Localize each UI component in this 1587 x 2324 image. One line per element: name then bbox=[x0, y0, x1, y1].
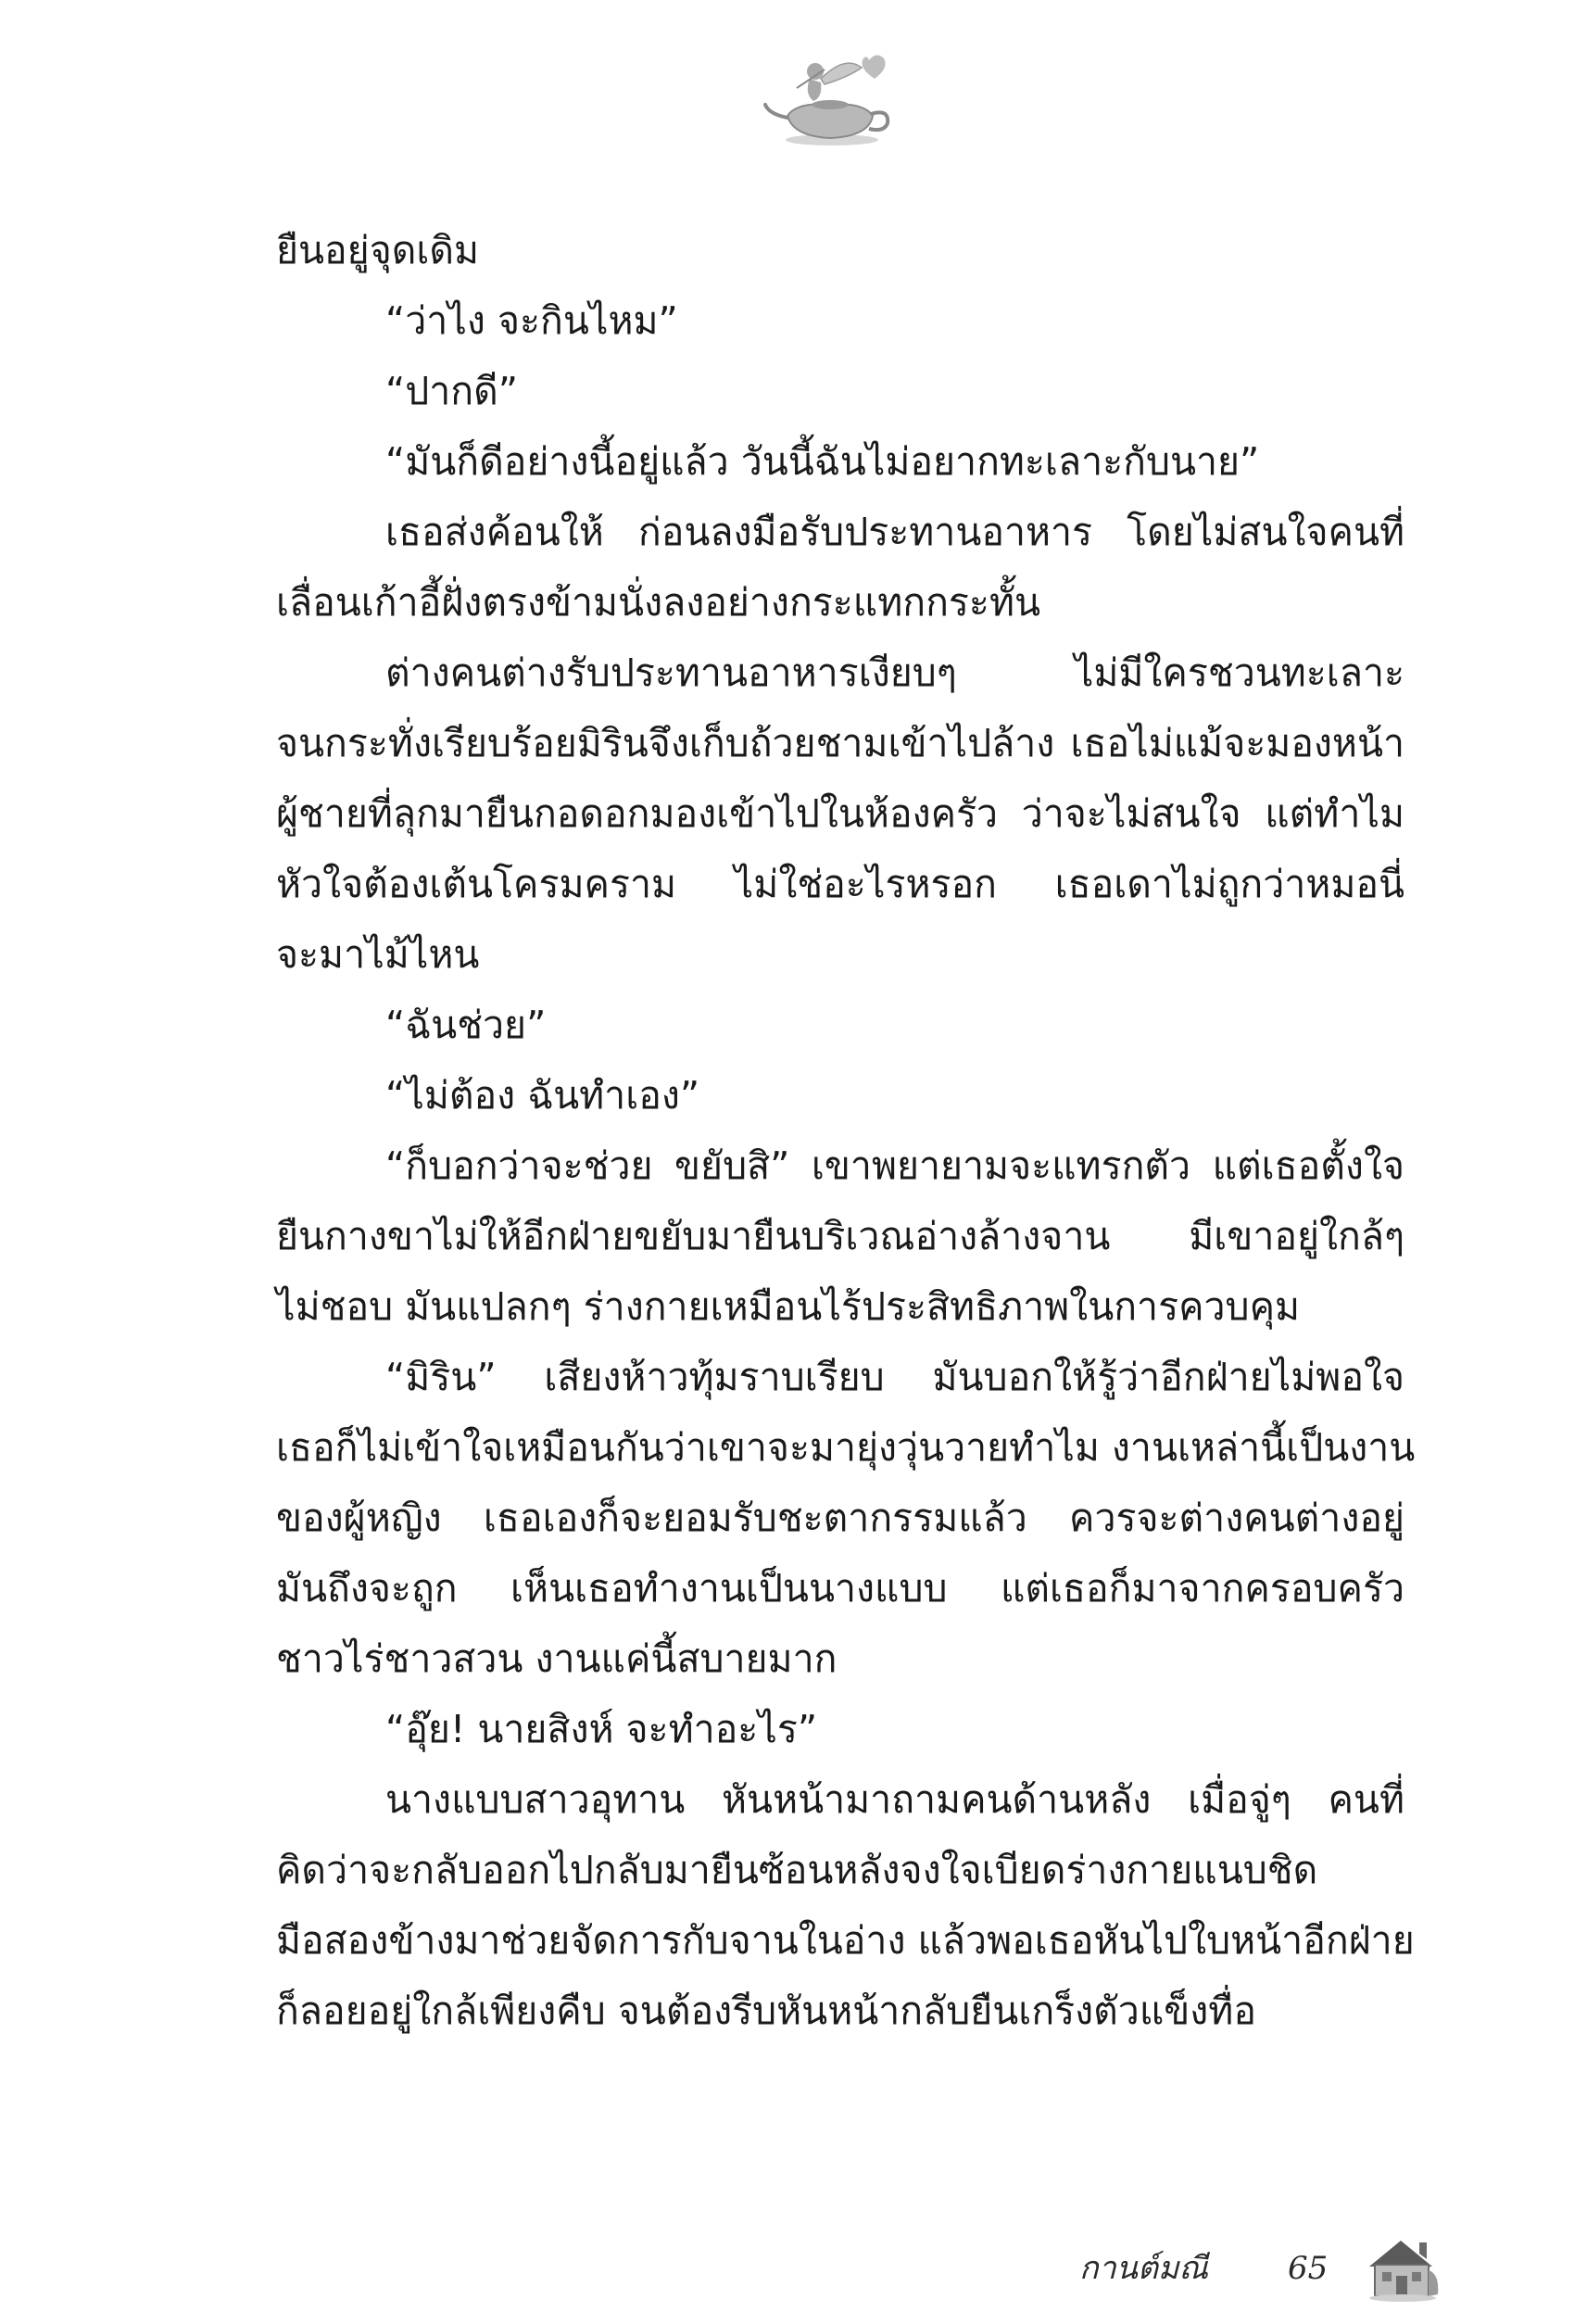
text-line: มือสองข้างมาช่วยจัดการกับจานในอ่าง แล้วพอเธอหันไปใบหน้าอีกฝ่าย bbox=[276, 1918, 1415, 1963]
text-line: ก็ลอยอยู่ใกล้เพียงคืบ จนต้องรีบหันหน้ากลับยืนเกร็งตัวแข็งทื่อ bbox=[276, 1989, 1256, 2033]
text-line: จนกระทั่งเรียบร้อยมิรินจึงเก็บถ้วยชามเข้าไปล้าง เธอไม่แม้จะมองหน้า bbox=[276, 721, 1404, 765]
text-line: “ไม่ต้อง ฉันทำเอง” bbox=[385, 1073, 700, 1118]
text-line: ต่างคนต่างรับประทานอาหารเงียบๆ ไม่มีใครชวนทะเลาะ bbox=[385, 650, 1404, 695]
text-line: หัวใจต้องเต้นโครมคราม ไม่ใช่อะไรหรอก เธอเดาไม่ถูกว่าหมอนี่ bbox=[276, 862, 1404, 906]
text-line: ยืนกางขาไม่ให้อีกฝ่ายขยับมายืนบริเวณอ่างล้างจาน มีเขาอยู่ใกล้ๆ bbox=[276, 1214, 1404, 1258]
text-line: ไม่ชอบ มันแปลกๆ ร่างกายเหมือนไร้ประสิทธิภาพในการควบคุม bbox=[276, 1284, 1301, 1329]
running-title: กานต์มณี bbox=[1079, 2250, 1208, 2287]
text-line: นางแบบสาวอุทาน หันหน้ามาถามคนด้านหลัง เมื่อจู่ๆ คนที่ bbox=[385, 1777, 1404, 1822]
house-icon bbox=[1364, 2233, 1442, 2303]
cupid-teapot-ornament-icon bbox=[760, 51, 899, 158]
text-line: “มันก็ดีอย่างนี้อยู่แล้ว วันนี้ฉันไม่อยากทะเลาะกับนาย” bbox=[385, 439, 1260, 484]
text-line: ผู้ชายที่ลุกมายืนกอดอกมองเข้าไปในห้องครัว ว่าจะไม่สนใจ แต่ทำไม bbox=[276, 791, 1404, 836]
text-line: จะมาไม้ไหน bbox=[276, 932, 480, 977]
text-line: “มิริน” เสียงห้าวทุ้มราบเรียบ มันบอกให้รู้ว่าอีกฝ่ายไม่พอใจ bbox=[385, 1355, 1404, 1399]
text-line: “ฉันช่วย” bbox=[385, 1003, 547, 1047]
text-line: “ปากดี” bbox=[385, 369, 518, 413]
text-line: ชาวไร่ชาวสวน งานแค่นี้สบายมาก bbox=[276, 1636, 838, 1681]
text-line: “ก็บอกว่าจะช่วย ขยับสิ” เขาพยายามจะแทรกตัว แต่เธอตั้งใจ bbox=[385, 1143, 1404, 1188]
text-line: คิดว่าจะกลับออกไปกลับมายืนซ้อนหลังจงใจเบียดร่างกายแนบชิด bbox=[276, 1848, 1318, 1892]
text-line: ของผู้หญิง เธอเองก็จะยอมรับชะตากรรมแล้ว ควรจะต่างคนต่างอยู่ bbox=[276, 1496, 1404, 1540]
text-line: มันถึงจะถูก เห็นเธอทำงานเป็นนางแบบ แต่เธอก็มาจากครอบครัว bbox=[276, 1566, 1404, 1610]
page-number: 65 bbox=[1288, 2250, 1329, 2287]
body-text bbox=[276, 215, 1416, 2046]
text-line: “ว่าไง จะกินไหม” bbox=[385, 298, 678, 343]
text-line: ยืนอยู่จุดเดิม bbox=[276, 228, 480, 272]
text-line: เธอส่งค้อนให้ ก่อนลงมือรับประทานอาหาร โดยไม่สนใจคนที่ bbox=[385, 510, 1404, 554]
text-line: เลื่อนเก้าอี้ฝั่งตรงข้ามนั่งลงอย่างกระแทกกระทั้น bbox=[276, 580, 1041, 625]
text-line: เธอก็ไม่เข้าใจเหมือนกันว่าเขาจะมายุ่งวุ่นวายทำไม งานเหล่านี้เป็นงาน bbox=[276, 1425, 1416, 1470]
text-line: “อุ๊ย! นายสิงห์ จะทำอะไร” bbox=[385, 1707, 818, 1751]
